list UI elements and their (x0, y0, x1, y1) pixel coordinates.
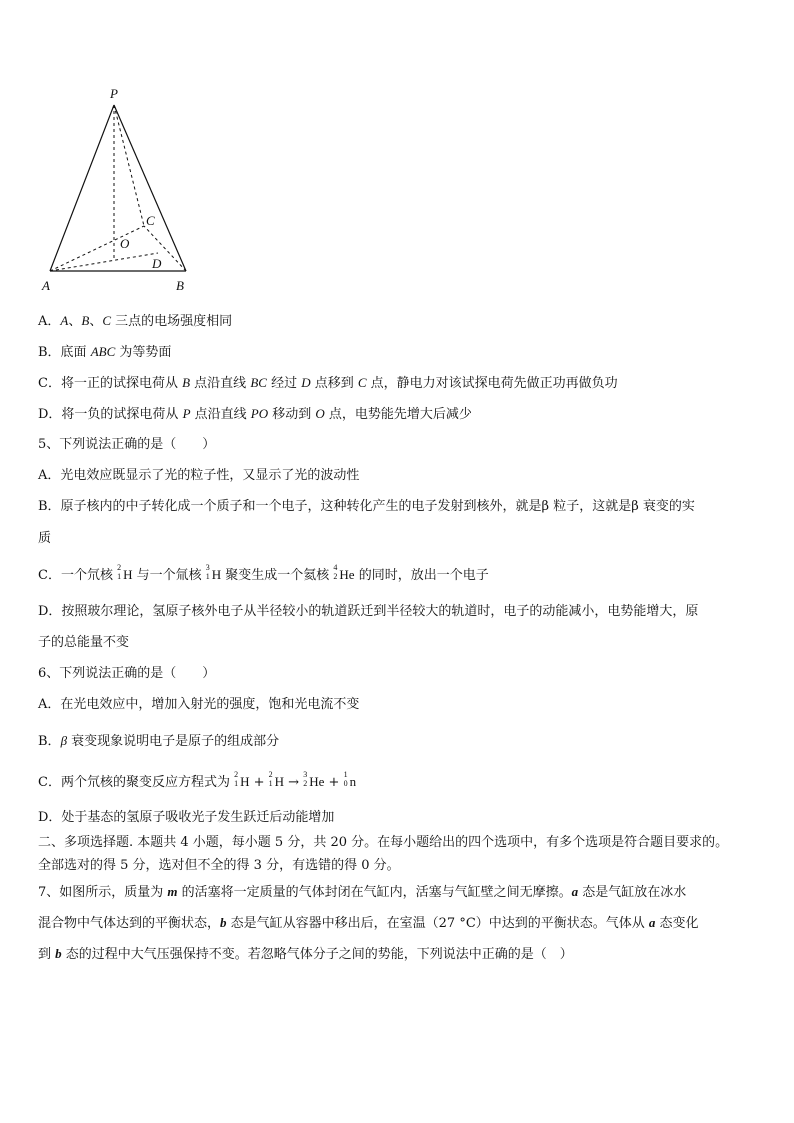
q5-option-c: C．一个氘核 2 1 H 与一个氚核 3 1 H 聚变生成一个氦核 4 2 He 的同时，放出一个电子 (38, 563, 489, 583)
q6-option-b: B．β 衰变现象说明电子是原子的组成部分 (38, 733, 280, 749)
q5-option-b-line2: 质 (38, 531, 52, 546)
q6-option-c: C．两个氘核的聚变反应方程式为 2 1 H + 2 1 H → 3 2 He + 1 0 n (38, 770, 357, 790)
nuclide-helium: 4 2 He (333, 563, 355, 582)
q4-option-c: C．将一正的试探电荷从 B 点沿直线 BC 经过 D 点移到 C 点，静电力对该试探电荷先做正功再做负功 (38, 375, 618, 391)
q5-option-b-line1: B．原子核内的中子转化成一个质子和一个电子，这种转化产生的电子发射到核外，就是β 粒子，这就是β 衰变的实 (38, 499, 695, 514)
section2-line2: 全部选对的得 5 分，选对但不全的得 3 分，有选错的得 0 分。 (38, 858, 400, 873)
q6-option-d: D．处于基态的氢原子吸收光子发生跃迁后动能增加 (38, 810, 335, 825)
q5-option-d-line1: D．按照玻尔理论，氢原子核外电子从半径较小的轨道跃迁到半径较大的轨道时，电子的动能减小，电势能增大，原 (38, 604, 699, 619)
nuclide-deuterium: 2 1 H (117, 563, 133, 582)
q5-stem: 5、下列说法正确的是（ ） (38, 437, 216, 452)
nuclide-tritium: 3 1 H (205, 563, 222, 582)
section2-line1: 二、多项选择题. 本题共 4 小题，每小题 5 分，共 20 分。在每小题给出的四个选项中，有多个选项是符合题目要求的。 (38, 835, 729, 850)
label-o: O (120, 236, 130, 251)
nuclide-neutron: 1 0 n (343, 770, 357, 789)
edge-pa (50, 105, 114, 271)
label-a: A (42, 278, 50, 293)
q6-option-a: A．在光电效应中，增加入射光的强度，饱和光电流不变 (38, 697, 360, 712)
q6-stem: 6、下列说法正确的是（ ） (38, 666, 216, 681)
label-c: C (146, 213, 155, 228)
q4-option-a: A．A、B、C 三点的电场强度相同 (38, 313, 233, 329)
q5-option-d-line2: 子的总能量不变 (38, 635, 130, 650)
pyramid-figure (40, 80, 200, 295)
nuclide-deuterium-2: 2 1 H (268, 770, 285, 789)
edge-ac (50, 226, 144, 271)
label-p: P (110, 86, 118, 101)
q4-option-b: B．底面 ABC 为等势面 (38, 344, 172, 360)
q5-option-a: A．光电效应既显示了光的粒子性，又显示了光的波动性 (38, 468, 360, 483)
line-ad (50, 253, 158, 271)
edge-pc (114, 105, 144, 226)
q7-line3: 到 b 态的过程中大气压强保持不变。若忽略气体分子之间的势能，下列说法中正确的是（ ） (38, 946, 573, 962)
label-b: B (176, 278, 184, 293)
edge-bc (144, 226, 186, 271)
nuclide-deuterium-1: 2 1 H (234, 770, 250, 789)
q7-line1: 7、如图所示，质量为 m 的活塞将一定质量的气体封闭在气缸内，活塞与气缸壁之间无摩擦。a 态是气缸放在冰水 (38, 884, 687, 900)
q4-option-d: D．将一负的试探电荷从 P 点沿直线 PO 移动到 O 点，电势能先增大后减少 (38, 406, 472, 422)
q7-line2: 混合物中气体达到的平衡状态，b 态是气缸从容器中移出后，在室温（27 °C）中达到的平衡状态。气体从 a 态变化 (38, 915, 699, 931)
label-d: D (152, 256, 162, 271)
nuclide-helium-3: 3 2 He (303, 770, 325, 789)
